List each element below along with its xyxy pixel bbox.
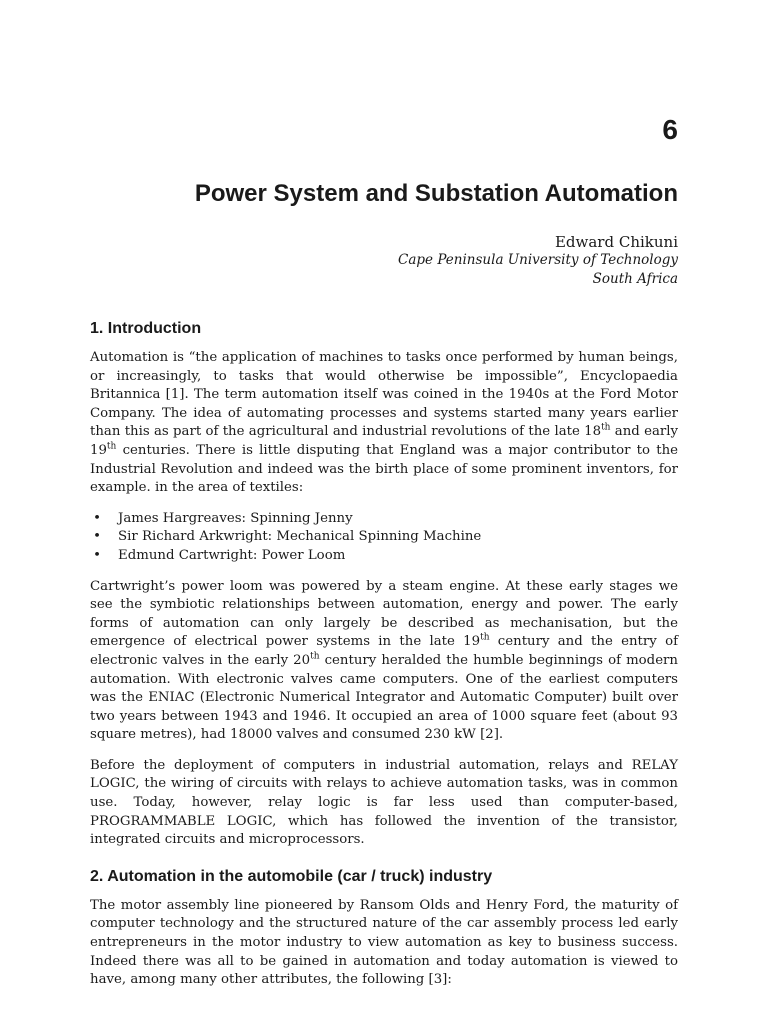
- inventor-list: [90, 510, 678, 566]
- list-item: • Sir Richard Arkwright: Mechanical Spinning Machine: [90, 528, 678, 547]
- author-country: South Africa: [592, 271, 678, 287]
- author-affiliation: Cape Peninsula University of Technology: [398, 252, 678, 268]
- intro-paragraph-3: Before the deployment of computers in industrial automation, relays and RELAY LOGIC, the wiring of circuits with relays to achieve automation tasks, was in common use. Today, however, relay logic is far less used than computer-based, PROGRAMMABLE LOGIC, which has followed the invention of the transistor, integrated circuits and microprocessors.: [90, 757, 678, 848]
- automobile-paragraph-1: The motor assembly line pioneered by Ransom Olds and Henry Ford, the maturity of computer technology and the structured nature of the car assembly process led early entrepreneurs in the motor industry to view automation as key to business success. Indeed there was all to be gained in automation and today automation is viewed to have, among many other attributes, the following [3]:: [90, 897, 678, 988]
- section-heading-automobile: 2. Automation in the automobile (car / truck) industry: [90, 867, 493, 885]
- intro-paragraph-2: Cartwright’s power loom was powered by a steam engine. At these early stages we see the symbiotic relationships between automation, energy and power. The early forms of automation can only largely be described as mechanisation, but the emergence of electrical power systems in the late 19th century and the entry of electronic valves in the early 20th century heralded the humble beginnings of modern automation. With electronic valves came computers. One of the earliest computers was the ENIAC (Electronic Numerical Integrator and Automatic Computer) built over two years between 1943 and 1946. It occupied an area of 1000 square feet (about 93 square metres), had 18000 valves and consumed 230 kW [2].: [90, 578, 678, 743]
- chapter-title: Power System and Substation Automation: [194, 180, 678, 207]
- chapter-number: 6: [662, 114, 678, 145]
- body-text: [90, 319, 678, 990]
- intro-paragraph-1: Automation is “the application of machines to tasks once performed by human beings, or increasingly, to tasks that would otherwise be impossible”, Encyclopaedia Britannica [1]. The term automation itself was coined in the 1940s at the Ford Motor Company. The idea of automating processes and systems started many years earlier than this as part of the agricultural and industrial revolutions of the late 18th and early 19th centuries. There is little disputing that England was a major contributor to the Industrial Revolution and indeed was the birth place of some prominent inventors, for example. in the area of textiles:: [90, 350, 679, 496]
- bullet-icon: •: [93, 510, 101, 526]
- list-item: • James Hargreaves: Spinning Jenny: [90, 510, 678, 529]
- bullet-icon: •: [93, 547, 101, 563]
- section-heading-introduction: 1. Introduction: [90, 320, 202, 337]
- bullet-icon: •: [93, 529, 101, 545]
- author-name: Edward Chikuni: [554, 233, 678, 251]
- list-item: • Edmund Cartwright: Power Loom: [90, 547, 678, 566]
